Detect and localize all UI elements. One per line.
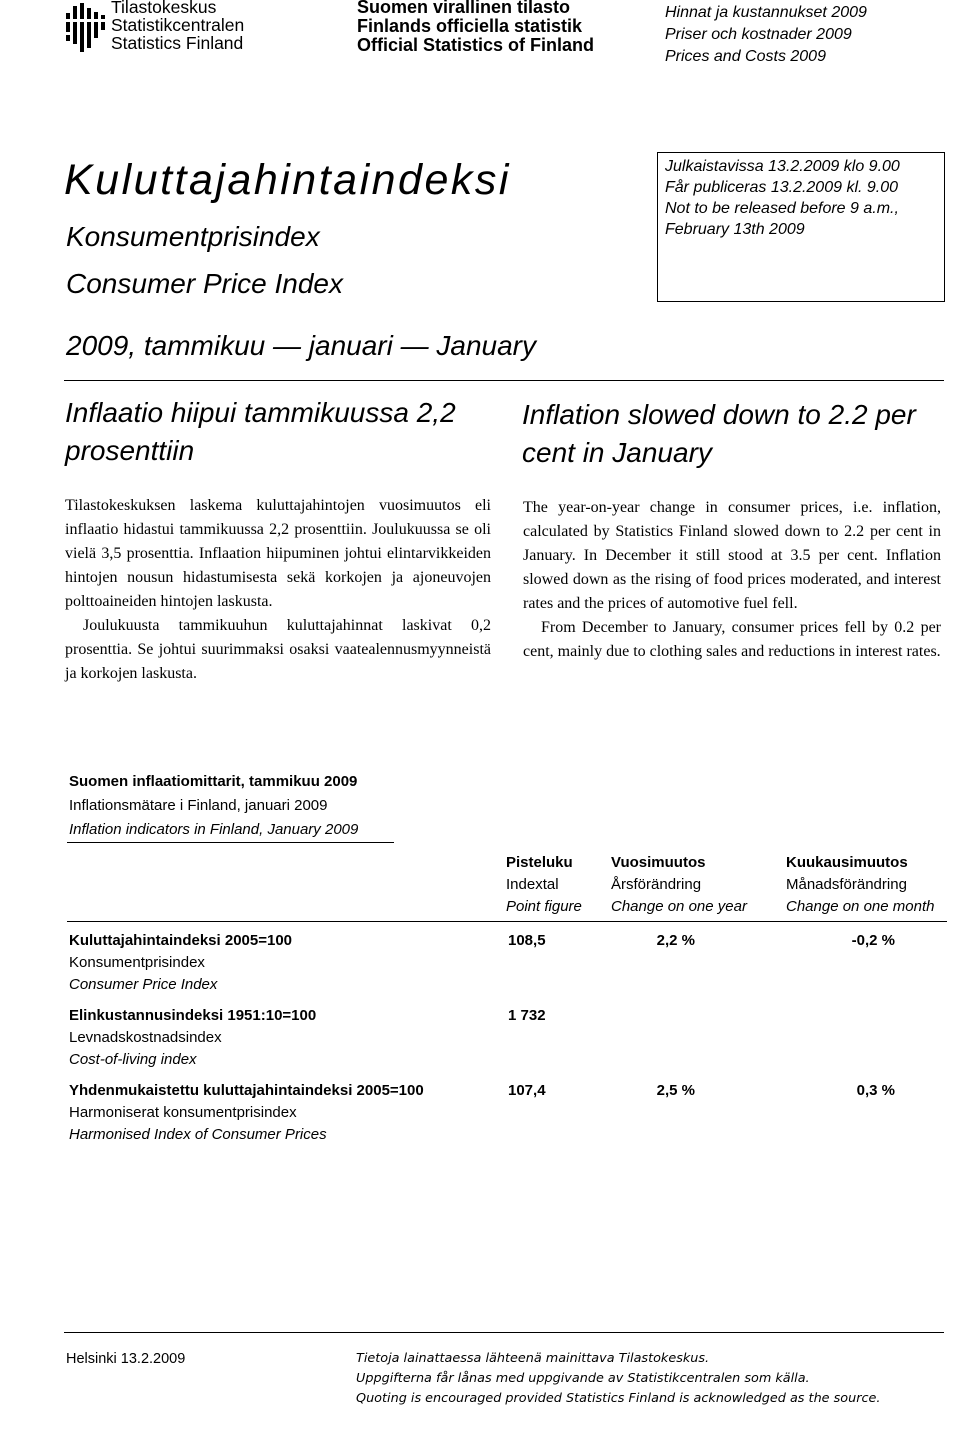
cell-year-change: 2,2 % xyxy=(656,932,695,949)
divider xyxy=(64,380,944,381)
release-line-date: February 13th 2009 xyxy=(665,221,805,238)
cell-year-change: 2,5 % xyxy=(656,1082,695,1099)
cell-month-change: -0,2 % xyxy=(851,932,895,949)
footer-quote xyxy=(356,1349,880,1409)
org-name-sv: Statistikcentralen xyxy=(111,15,245,35)
reference-period: 2009, tammikuu — januari — January xyxy=(66,330,536,361)
org-name xyxy=(111,0,244,52)
row-label-sv: Harmoniserat konsumentprisindex xyxy=(69,1104,297,1121)
column-header-year-change xyxy=(611,852,747,918)
statistics-finland-logo xyxy=(66,3,106,53)
release-info-box xyxy=(657,152,945,302)
row-label-fi: Elinkustannusindeksi 1951:10=100 xyxy=(69,1007,317,1024)
title-fi: Kuluttajahintaindeksi xyxy=(64,156,511,204)
table-title-fi: Suomen inflaatiomittarit, tammikuu 2009 xyxy=(69,773,358,790)
cell-month-change: 0,3 % xyxy=(856,1082,895,1099)
official-statistics-en: Official Statistics of Finland xyxy=(357,35,595,55)
column-header-sv: Årsförändring xyxy=(611,876,702,893)
footer-quote-fi: Tietoja lainattaessa lähteenä mainittava Tilastokeskus. xyxy=(356,1351,710,1366)
table-header-rule xyxy=(67,921,947,922)
org-name-en: Statistics Finland xyxy=(111,33,244,53)
footer-place-date: Helsinki 13.2.2009 xyxy=(66,1351,186,1367)
table-title-en: Inflation indicators in Finland, January 2009 xyxy=(69,821,359,838)
official-statistics-fi: Suomen virallinen tilasto xyxy=(357,0,571,17)
footer-quote-sv: Uppgifterna får lånas med uppgivande av Statistikcentralen som källa. xyxy=(356,1371,810,1386)
cell-point: 108,5 xyxy=(508,932,546,949)
footer-rule xyxy=(64,1332,944,1333)
column-header-en: Change on one month xyxy=(786,898,935,915)
table-row-label xyxy=(69,1080,424,1146)
publication-type-en: Prices and Costs 2009 xyxy=(665,48,826,65)
official-statistics xyxy=(357,0,594,55)
column-header-fi: Pisteluku xyxy=(506,854,573,871)
title-en: Consumer Price Index xyxy=(66,268,344,299)
release-line-en: Not to be released before 9 a.m., xyxy=(665,200,899,217)
cell-point: 1 732 xyxy=(508,1007,546,1024)
row-label-en: Consumer Price Index xyxy=(69,976,218,993)
paragraph: The year-on-year change in consumer prices, i.e. inflation, calculated by Statistics Finland slowed down to 2.2 per cent in January. In December it still stood at 3.5 per cent. Inflation slowed down as the rising of food prices moderated, and interest rates and the prices of automotive fuel fell. xyxy=(523,499,941,612)
column-header-sv: Månadsförändring xyxy=(786,876,907,893)
cell-point: 107,4 xyxy=(508,1082,546,1099)
release-line-sv: Får publiceras 13.2.2009 kl. 9.00 xyxy=(665,179,899,196)
headline-en: Inflation slowed down to 2.2 per cent in January xyxy=(522,399,916,468)
paragraph: Tilastokeskuksen laskema kuluttajahintojen vuosimuutos eli inflaatio hidastui tammikuussa 2,2 prosenttiin. Joulukuussa se oli vielä 3,5 prosenttia. Inflaation hiipuminen johtui elintarvikkeiden hintojen nousun hidastumisesta sekä korkojen ja ajoneuvojen polttoaineiden hintojen laskusta. xyxy=(65,497,491,610)
table-title-sv: Inflationsmätare i Finland, januari 2009 xyxy=(69,797,328,814)
column-header-en: Change on one year xyxy=(611,898,747,915)
column-header-month-change xyxy=(786,852,934,918)
publication-type-sv: Priser och kostnader 2009 xyxy=(665,26,852,43)
org-name-fi: Tilastokeskus xyxy=(111,0,217,17)
column-header-fi: Vuosimuutos xyxy=(611,854,706,871)
footer-quote-en: Quoting is encouraged provided Statistics Finland is acknowledged as the source. xyxy=(356,1391,881,1406)
table-title-rule xyxy=(67,842,394,843)
paragraph: From December to January, consumer prices fell by 0.2 per cent, mainly due to clothing sales and reductions in interest rates. xyxy=(523,619,941,660)
table-row-label xyxy=(69,930,292,996)
column-header-fi: Kuukausimuutos xyxy=(786,854,908,871)
title-sv: Konsumentprisindex xyxy=(66,221,320,252)
paragraph: Joulukuusta tammikuuhun kuluttajahinnat laskivat 0,2 prosenttia. Se johtui suurimmaksi osaksi vaatealennusmyynneistä ja korkojen laskusta. xyxy=(65,617,491,682)
row-label-sv: Levnadskostnadsindex xyxy=(69,1029,222,1046)
publication-type-fi: Hinnat ja kustannukset 2009 xyxy=(665,4,867,21)
row-label-fi: Kuluttajahintaindeksi 2005=100 xyxy=(69,932,293,949)
table-row-label xyxy=(69,1005,316,1071)
release-line-fi: Julkaistavissa 13.2.2009 klo 9.00 xyxy=(665,158,900,175)
row-label-en: Harmonised Index of Consumer Prices xyxy=(69,1126,327,1143)
column-header-sv: Indextal xyxy=(506,876,559,893)
row-label-fi: Yhdenmukaistettu kuluttajahintaindeksi 2005=100 xyxy=(69,1082,424,1099)
row-label-sv: Konsumentprisindex xyxy=(69,954,205,971)
column-header-point xyxy=(506,852,582,918)
column-header-en: Point figure xyxy=(506,898,582,915)
publication-type xyxy=(665,2,867,68)
body-fi xyxy=(65,494,491,686)
body-en xyxy=(523,496,941,664)
official-statistics-sv: Finlands officiella statistik xyxy=(357,16,583,36)
headline-fi: Inflaatio hiipui tammikuussa 2,2 prosenttiin xyxy=(65,397,456,466)
row-label-en: Cost-of-living index xyxy=(69,1051,197,1068)
